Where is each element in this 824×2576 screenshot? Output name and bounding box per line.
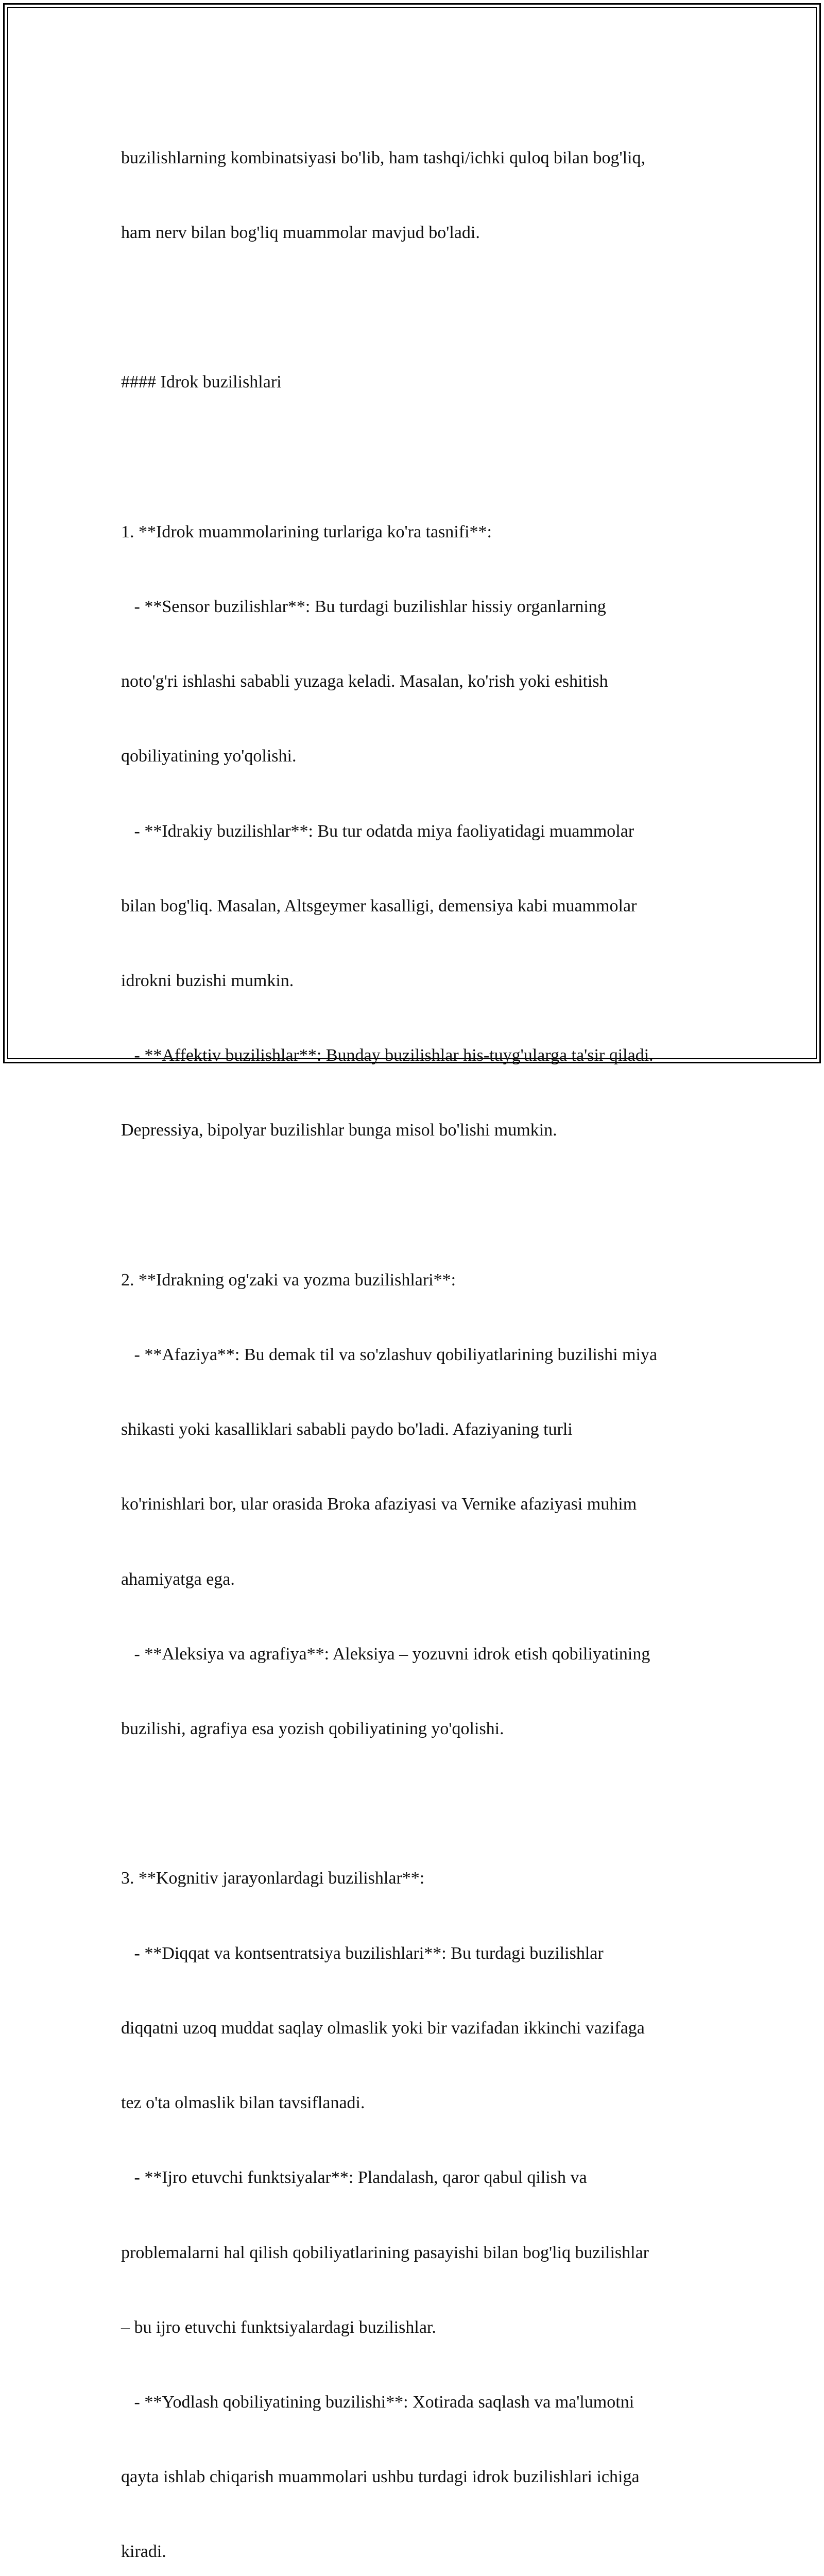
- text-line: Depressiya, bipolyar buzilishlar bunga misol bo'lishi mumkin.: [121, 1121, 557, 1140]
- text-line: ahamiyatga ega.: [121, 1569, 235, 1589]
- sub-item-line: - **Yodlash qobiliyatining buzilishi**: Xotirada saqlash va ma'lumotni: [121, 2392, 634, 2412]
- blank-line: [121, 1193, 713, 1218]
- text-line: qobiliyatining yo'qolishi.: [121, 747, 297, 766]
- sub-item-line: - **Sensor buzilishlar**: Bu turdagi buzilishlar hissiy organlarning: [121, 597, 606, 617]
- blank-line: [121, 1791, 713, 1816]
- sub-item-line: - **Idrakiy buzilishlar**: Bu tur odatda miya faoliyatidagi muammolar: [121, 821, 634, 841]
- text-line: buzilishlarning kombinatsiyasi bo'lib, ham tashqi/ichki quloq bilan bog'liq,: [121, 148, 645, 167]
- section-heading: #### Idrok buzilishlari: [121, 372, 282, 392]
- sub-item-line: - **Afaziya**: Bu demak til va so'zlashuv qobiliyatlarining buzilishi miya: [121, 1345, 658, 1365]
- sub-item-line: - **Aleksiya va agrafiya**: Aleksiya – yozuvni idrok etish qobiliyatining: [121, 1644, 650, 1664]
- text-line: ko'rinishlari bor, ular orasida Broka afaziyasi va Vernike afaziyasi muhim: [121, 1495, 637, 1514]
- text-line: ham nerv bilan bog'liq muammolar mavjud bo'ladi.: [121, 223, 480, 243]
- text-line: buzilishi, agrafiya esa yozish qobiliyatining yo'qolishi.: [121, 1719, 504, 1739]
- text-line: – bu ijro etuvchi funktsiyalardagi buzilishlar.: [121, 2317, 436, 2337]
- document-body: [121, 96, 713, 2576]
- sub-item-line: - **Affektiv buzilishlar**: Bunday buzilishlar his-tuyg'ularga ta'sir qiladi.: [121, 1046, 654, 1065]
- list-item-heading: 3. **Kognitiv jarayonlardagi buzilishlar**:: [121, 1869, 425, 1888]
- text-line: idrokni buzishi mumkin.: [121, 971, 294, 991]
- blank-line: [121, 295, 713, 320]
- list-item-heading: 2. **Idrakning og'zaki va yozma buzilishlari**:: [121, 1270, 456, 1290]
- text-line: shikasti yoki kasalliklari sababli paydo bo'ladi. Afaziyaning turli: [121, 1420, 573, 1439]
- sub-item-line: - **Ijro etuvchi funktsiyalar**: Plandalash, qaror qabul qilish va: [121, 2168, 587, 2188]
- text-line: bilan bog'liq. Masalan, Altsgeymer kasalligi, demensiya kabi muammolar: [121, 896, 637, 916]
- text-line: tez o'ta olmaslik bilan tavsiflanadi.: [121, 2093, 365, 2113]
- sub-item-line: - **Diqqat va kontsentratsiya buzilishlari**: Bu turdagi buzilishlar: [121, 1943, 604, 1963]
- text-line: problemalarni hal qilish qobiliyatlarining pasayishi bilan bog'liq buzilishlar: [121, 2243, 649, 2262]
- blank-line: [121, 445, 713, 470]
- list-item-heading: 1. **Idrok muammolarining turlariga ko'ra tasnifi**:: [121, 522, 492, 541]
- text-line: qayta ishlab chiqarish muammolari ushbu turdagi idrok buzilishlari ichiga: [121, 2467, 640, 2487]
- text-line: noto'g'ri ishlashi sababli yuzaga keladi. Masalan, ko'rish yoki eshitish: [121, 672, 608, 691]
- text-line: diqqatni uzoq muddat saqlay olmaslik yoki bir vazifadan ikkinchi vazifaga: [121, 2018, 645, 2038]
- text-line: kiradi.: [121, 2542, 166, 2562]
